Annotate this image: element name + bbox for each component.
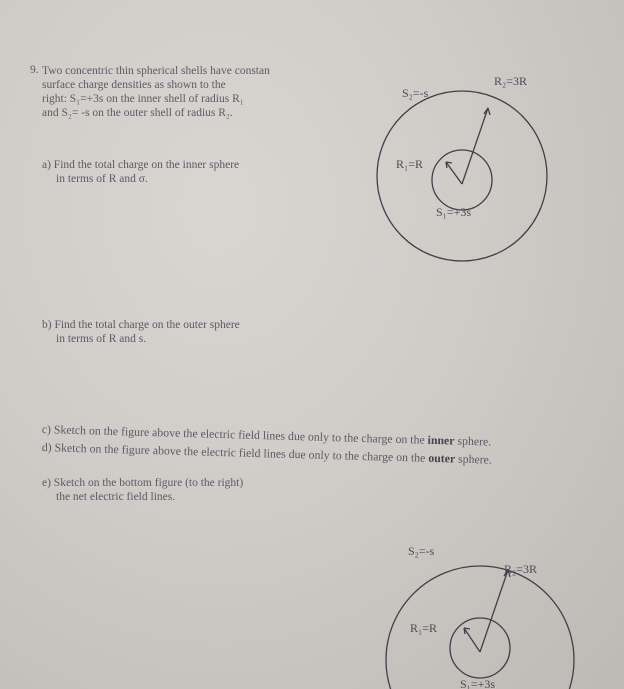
concentric-shells-figure-top: [370, 70, 560, 270]
inner-shell-circle: [432, 150, 492, 210]
intro-line-1: Two concentric thin spherical shells have constan: [42, 65, 270, 77]
intro-line-4: and S₂= -s on the outer shell of radius R₂.: [42, 107, 233, 119]
r2-label: R₂=3R: [494, 74, 527, 88]
s1-label: S₁=+3s: [460, 677, 496, 689]
radius-arrows: [446, 108, 490, 184]
intro-line-3: right: S₁=+3s on the inner shell of radius R₁: [42, 93, 244, 105]
part-e-line-2: the net electric field lines.: [56, 491, 176, 503]
r2-label: R₂=3R: [504, 562, 537, 576]
s2-label: S₂=-s: [402, 86, 429, 100]
part-a-line-1: a) Find the total charge on the inner sphere: [42, 159, 240, 171]
outer-shell-circle: [377, 91, 547, 261]
part-b-line-1: b) Find the total charge on the outer sphere: [42, 319, 240, 331]
question-number: 9.: [30, 64, 39, 76]
intro-line-2: surface charge densities as shown to the: [42, 79, 226, 91]
s2-label: S₂=-s: [408, 544, 435, 558]
inner-shell-circle: [450, 618, 510, 678]
radius-arrows: [464, 570, 510, 652]
r1-label: R₁=R: [410, 621, 437, 635]
part-c-text: c) Sketch on the figure above the electric field lines due only to the charge on the inner sphere.: [41, 422, 492, 449]
part-e-line-1: e) Sketch on the bottom figure (to the right): [42, 477, 244, 489]
part-b-line-2: in terms of R and s.: [56, 333, 147, 345]
part-a-line-2: in terms of R and σ.: [56, 173, 148, 185]
concentric-shells-figure-bottom: [380, 540, 580, 689]
r1-label: R₁=R: [396, 157, 423, 171]
s1-label: S₁=+3s: [436, 205, 472, 219]
part-d-text: d) Sketch on the figure above the electric field lines due only to the charge on the outer sphere.: [41, 440, 493, 467]
